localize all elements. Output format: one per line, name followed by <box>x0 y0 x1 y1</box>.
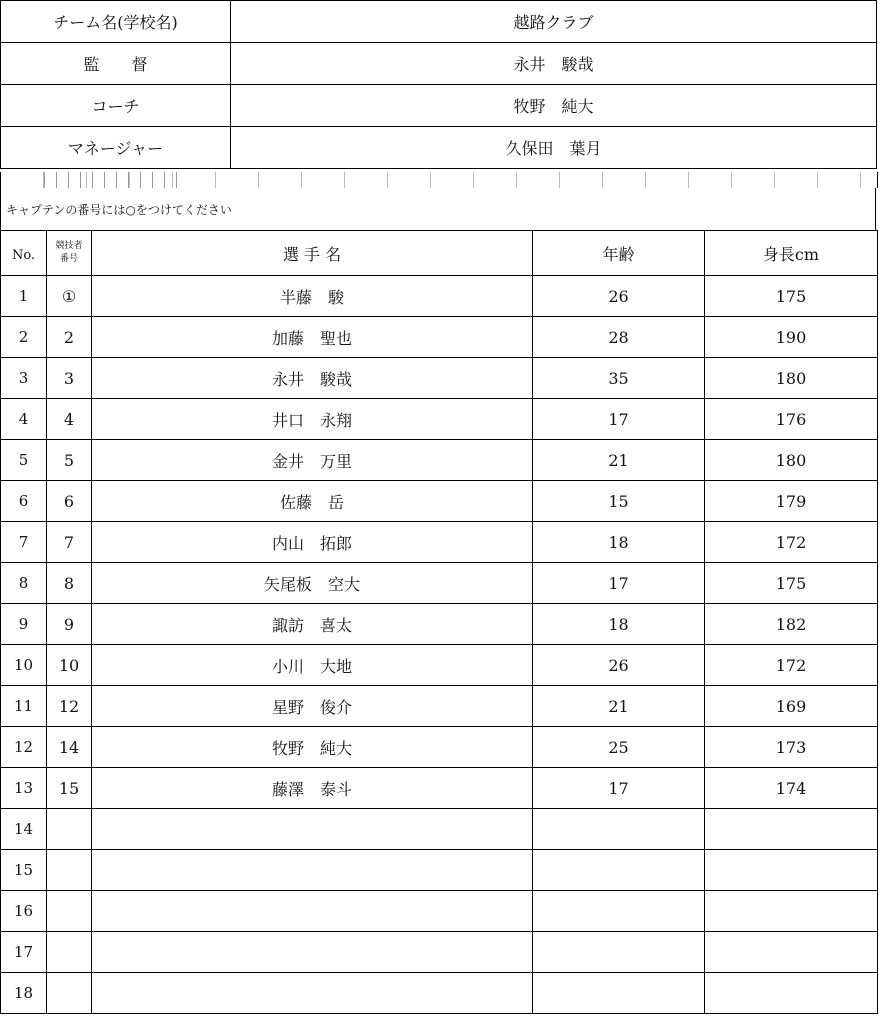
player-name: 牧野 純大 <box>92 727 533 768</box>
row-no: 10 <box>1 645 47 686</box>
player-age: 26 <box>533 645 705 686</box>
player-height <box>705 891 878 932</box>
player-height: 190 <box>705 317 878 358</box>
player-height: 180 <box>705 440 878 481</box>
row-no: 5 <box>1 440 47 481</box>
player-age: 26 <box>533 276 705 317</box>
player-height: 174 <box>705 768 878 809</box>
player-age <box>533 891 705 932</box>
player-number: 7 <box>47 522 92 563</box>
team-info-table <box>0 0 877 169</box>
player-age: 18 <box>533 604 705 645</box>
player-height <box>705 809 878 850</box>
player-height <box>705 850 878 891</box>
team-info-row <box>1 1 877 43</box>
player-height: 169 <box>705 686 878 727</box>
player-age: 15 <box>533 481 705 522</box>
team-info-label: コーチ <box>1 85 231 127</box>
team-info-value: 越路クラブ <box>231 1 877 43</box>
table-row <box>1 563 878 604</box>
table-row <box>1 686 878 727</box>
player-number: ① <box>47 276 92 317</box>
player-number <box>47 932 92 973</box>
player-age: 17 <box>533 768 705 809</box>
table-row <box>1 645 878 686</box>
player-name <box>92 809 533 850</box>
header-no: No. <box>1 231 47 276</box>
player-age: 35 <box>533 358 705 399</box>
table-row <box>1 809 878 850</box>
row-no: 14 <box>1 809 47 850</box>
player-height: 175 <box>705 563 878 604</box>
player-name: 藤澤 泰斗 <box>92 768 533 809</box>
row-no: 9 <box>1 604 47 645</box>
row-no: 16 <box>1 891 47 932</box>
player-number <box>47 891 92 932</box>
table-row <box>1 358 878 399</box>
player-name <box>92 932 533 973</box>
player-height: 180 <box>705 358 878 399</box>
tick-marks <box>44 172 180 188</box>
header-player-number: 競技者 番号 <box>47 231 92 276</box>
player-name: 佐藤 岳 <box>92 481 533 522</box>
row-no: 11 <box>1 686 47 727</box>
player-number <box>47 850 92 891</box>
team-info-label: 監 督 <box>1 43 231 85</box>
team-info-value: 牧野 純大 <box>231 85 877 127</box>
row-no: 18 <box>1 973 47 1014</box>
player-age: 25 <box>533 727 705 768</box>
player-number: 3 <box>47 358 92 399</box>
player-age: 21 <box>533 440 705 481</box>
header-age: 年齢 <box>533 231 705 276</box>
team-info-value: 久保田 葉月 <box>231 127 877 169</box>
player-age <box>533 809 705 850</box>
row-no: 8 <box>1 563 47 604</box>
player-number: 12 <box>47 686 92 727</box>
table-row <box>1 891 878 932</box>
player-height: 175 <box>705 276 878 317</box>
row-no: 13 <box>1 768 47 809</box>
row-no: 15 <box>1 850 47 891</box>
player-name: 加藤 聖也 <box>92 317 533 358</box>
player-height <box>705 973 878 1014</box>
table-row <box>1 932 878 973</box>
player-name: 井口 永翔 <box>92 399 533 440</box>
player-age <box>533 932 705 973</box>
row-no: 6 <box>1 481 47 522</box>
player-number: 6 <box>47 481 92 522</box>
team-info-row <box>1 127 877 169</box>
player-number: 14 <box>47 727 92 768</box>
table-row <box>1 317 878 358</box>
team-info-label: マネージャー <box>1 127 231 169</box>
player-name <box>92 973 533 1014</box>
player-name: 諏訪 喜太 <box>92 604 533 645</box>
row-no: 7 <box>1 522 47 563</box>
table-row <box>1 522 878 563</box>
player-number: 9 <box>47 604 92 645</box>
team-info-value: 永井 駿哉 <box>231 43 877 85</box>
player-age <box>533 850 705 891</box>
row-no: 1 <box>1 276 47 317</box>
roster-header-row <box>1 231 878 276</box>
player-height <box>705 932 878 973</box>
captain-notice: キャプテンの番号には○をつけてください <box>0 188 876 230</box>
table-row <box>1 727 878 768</box>
row-no: 2 <box>1 317 47 358</box>
player-name: 星野 俊介 <box>92 686 533 727</box>
team-info-label: チーム名(学校名) <box>1 1 231 43</box>
player-number <box>47 973 92 1014</box>
row-no: 4 <box>1 399 47 440</box>
player-name: 半藤 駿 <box>92 276 533 317</box>
player-name: 永井 駿哉 <box>92 358 533 399</box>
row-no: 17 <box>1 932 47 973</box>
roster-table <box>0 230 878 1014</box>
player-height: 176 <box>705 399 878 440</box>
table-row <box>1 276 878 317</box>
player-number: 4 <box>47 399 92 440</box>
row-no: 12 <box>1 727 47 768</box>
player-number: 15 <box>47 768 92 809</box>
row-no: 3 <box>1 358 47 399</box>
player-name: 小川 大地 <box>92 645 533 686</box>
player-name <box>92 850 533 891</box>
player-number: 8 <box>47 563 92 604</box>
team-info-row <box>1 43 877 85</box>
table-row <box>1 399 878 440</box>
player-age: 17 <box>533 399 705 440</box>
player-age: 28 <box>533 317 705 358</box>
player-age: 18 <box>533 522 705 563</box>
player-age: 21 <box>533 686 705 727</box>
player-name: 内山 拓郎 <box>92 522 533 563</box>
table-row <box>1 850 878 891</box>
header-height: 身長cm <box>705 231 878 276</box>
player-height: 172 <box>705 645 878 686</box>
header-player-name: 選 手 名 <box>92 231 533 276</box>
table-row <box>1 768 878 809</box>
player-height: 173 <box>705 727 878 768</box>
player-name: 矢尾板 空大 <box>92 563 533 604</box>
table-row <box>1 973 878 1014</box>
player-age <box>533 973 705 1014</box>
player-height: 172 <box>705 522 878 563</box>
player-height: 179 <box>705 481 878 522</box>
player-number: 10 <box>47 645 92 686</box>
player-number: 5 <box>47 440 92 481</box>
player-name: 金井 万里 <box>92 440 533 481</box>
player-height: 182 <box>705 604 878 645</box>
table-row <box>1 604 878 645</box>
player-number <box>47 809 92 850</box>
team-info-row <box>1 85 877 127</box>
table-row <box>1 481 878 522</box>
player-number: 2 <box>47 317 92 358</box>
player-name <box>92 891 533 932</box>
player-age: 17 <box>533 563 705 604</box>
table-row <box>1 440 878 481</box>
